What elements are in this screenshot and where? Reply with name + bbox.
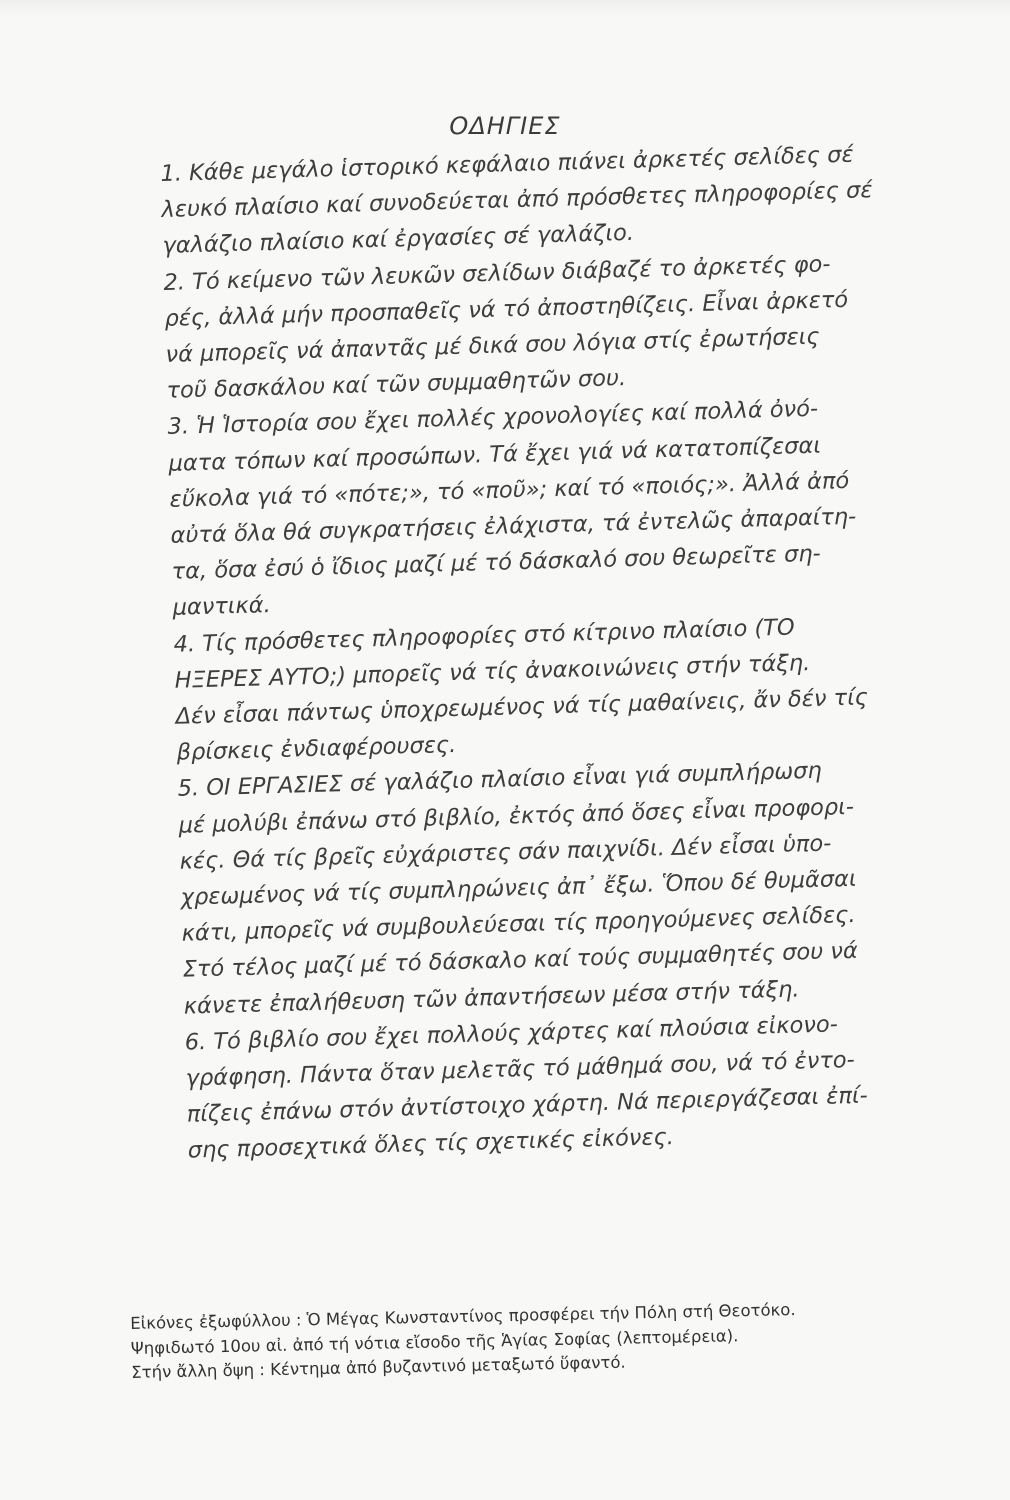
text-line: γαλάζιο πλαίσιο καί ἐργασίες σέ γαλάζιο. [162,220,635,260]
text-line: βρίσκεις ἐνδιαφέρουσες. [176,732,457,767]
cover-caption [130,1294,981,1385]
caption-line: Ψηφιδωτό 10ου αἰ. ἀπό τή νότια εἴσοδο τῆς Ἁγίας Σοφίας (λεπτομέρεια). [130,1325,739,1358]
text-line: 5. ΟΙ ΕΡΓΑΣΙΕΣ σέ γαλάζιο πλαίσιο εἶναι γιά συμπλήρωση [177,758,823,803]
text-line: Δέν εἶσαι πάντως ὑποχρεωμένος νά τίς μαθαίνεις, ἄν δέν τίς [175,684,869,730]
text-line: ματα τόπων καί προσώπων. Τά ἔχει γιά νά κατατοπίζεσαι [168,432,822,477]
text-line: τοῦ δασκάλου καί τῶν συμμαθητῶν σου. [166,365,627,405]
text-line: λευκό πλαίσιο καί συνοδεύεται ἀπό πρόσθετες πληροφορίες σέ [161,177,873,224]
text-line: μαντικά. [172,592,272,622]
text-line: Στό τέλος μαζί μέ τό δάσκαλο καί τούς συμμαθητές σου νά [182,938,859,984]
text-line: 3. Ἡ Ἱστορία σου ἔχει πολλές χρονολογίες καί πολλά ὀνό- [167,396,819,441]
text-line: πίζεις ἐπάνω στόν ἀντίστοιχο χάρτη. Νά περιεργάζεσαι ἐπί- [186,1082,869,1128]
text-line: νά μπορεῖς νά ἀπαντᾶς μέ δικά σου λόγια στίς ἐρωτήσεις [165,323,820,368]
instructions-text [160,134,978,1169]
text-line: αὐτά ὅλα θά συγκρατήσεις ἐλάχιστα, τά ἐντελῶς ἀπαραίτη- [170,503,857,549]
text-line: χρεωμένος νά τίς συμπληρώνεις ἀπ᾿ ἔξω. Ὅπου δέ θυμᾶσαι [180,865,857,911]
text-line: ΗΞΕΡΕΣ ΑΥΤΟ;) μπορεῖς νά τίς ἀνακοινώνεις στήν τάξη. [174,649,811,694]
text-line: ρές, ἀλλά μήν προσπαθεῖς νά τό ἀποστηθίζεις. Εἶναι ἀρκετό [164,286,849,332]
text-line: εὔκολα γιά τό «πότε;», τό «ποῦ»; καί τό «ποιός;». Ἀλλά ἀπό [169,467,850,513]
text-line: μέ μολύβι ἐπάνω στό βιβλίο, ἐκτός ἀπό ὅσες εἶναι προφορι- [178,793,855,839]
text-line: 1. Κάθε μεγάλο ἱστορικό κεφάλαιο πιάνει ἀρκετές σελίδες σέ [160,141,854,187]
caption-line: Εἰκόνες ἐξωφύλλου : Ὁ Μέγας Κωνσταντίνος προσφέρει τήν Πόλη στή Θεοτόκο. [130,1300,796,1333]
text-line: σης προσεχτικά ὅλες τίς σχετικές εἰκόνες. [187,1124,675,1165]
text-line: κάτι, μπορεῖς νά συμβουλεύεσαι τίς προηγούμενες σελίδες. [181,902,856,947]
text-line: τα, ὅσα ἐσύ ὁ ἴδιος μαζί μέ τό δάσκαλό σου θεωρεῖτε ση- [171,540,822,586]
text-line: 4. Τίς πρόσθετες πληροφορίες στό κίτρινο πλαίσιο (ΤΟ [173,614,795,658]
text-line: 2. Τό κείμενο τῶν λευκῶν σελίδων διάβαζέ το ἀρκετές φο- [163,250,831,296]
text-line: 6. Τό βιβλίο σου ἔχει πολλούς χάρτες καί πλούσια εἰκονο- [184,1011,839,1056]
text-line: κάνετε ἐπαλήθευση τῶν ἀπαντήσεων μέσα στήν τάξη. [183,976,800,1020]
page-title: ΟΔΗΓΙΕΣ [449,112,561,140]
caption-line: Στήν ἄλλη ὄψη : Κέντημα ἀπό βυζαντινό μεταξωτό ὕφαντό. [131,1352,626,1382]
text-line: γράφηση. Πάντα ὅταν μελετᾶς τό μάθημά σου, νά τό ἐντο- [185,1047,856,1092]
text-line: κές. Θά τίς βρεῖς εὐχάριστες σάν παιχνίδι. Δέν εἶσαι ὑπο- [179,830,832,875]
